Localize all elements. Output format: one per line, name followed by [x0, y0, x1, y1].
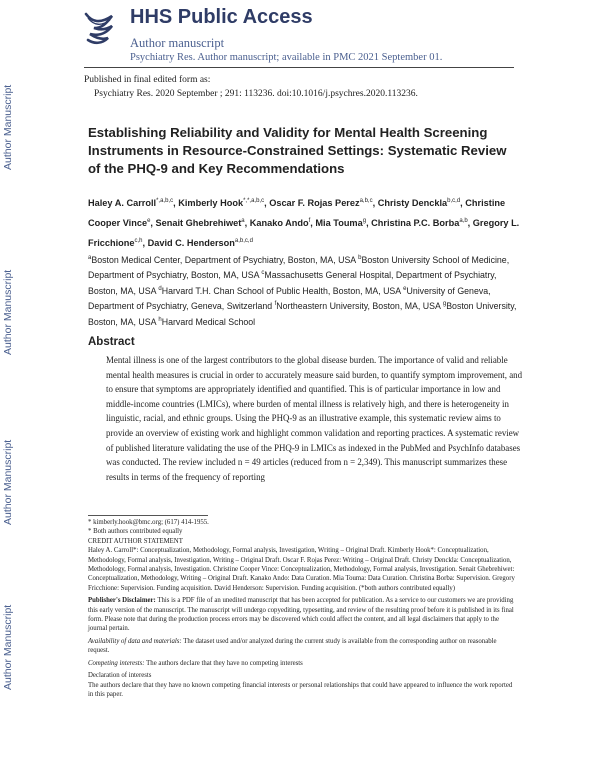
author-affiliation-marker: a,b — [459, 218, 468, 225]
affiliation-marker: h — [158, 316, 162, 323]
author-affiliation-marker: a,b,c — [359, 198, 373, 204]
footnote-rule — [88, 515, 208, 516]
hhs-public-access-title: HHS Public Access — [130, 6, 313, 28]
citation-line: Psychiatry Res. 2020 September ; 291: 113236. doi:10.1016/j.psychres.2020.113236. — [94, 89, 418, 99]
affiliation-text: Boston Medical Center, Department of Psychiatry, Boston, MA, USA — [91, 254, 359, 265]
affiliation-text: Harvard Medical School — [161, 316, 256, 327]
author-name: Kimberly Hook — [178, 198, 244, 209]
author-name: Haley A. Carroll — [88, 198, 157, 209]
author-list: Haley A. Carroll$^{*,a,b,c}$, Kimberly Hook$^{*,*,a,b,c}$, Oscar F. Rojas Perez$^{a,b,c}$, Christy Denckla$^{b,c,d}$, Christine Cooper Vince$^e$, Senait Ghebrehiwet$^a$, Kanako Ando$^f$, Mia Touma$^g$, Christina P.C. Borba$^{a,b}$, Gregory L. Fricchione$^{c,h}$, David C. Henderson$^{a,b,c,d}$ — [88, 198, 520, 249]
sidebar-label-author-manuscript: Author Manuscript — [2, 269, 14, 355]
affiliation-marker: g — [442, 301, 447, 308]
affiliations — [88, 252, 528, 329]
affiliation-text: Boston University School of Medicine, Department of Psychiatry, Boston, MA, USA — [88, 254, 510, 281]
author-affiliation-marker: *,*,a,b,c — [243, 198, 265, 204]
affiliation-text: Boston University, Boston, MA, USA — [88, 301, 517, 327]
article-title: Establishing Reliability and Validity for Mental Health Screening Instruments in Resource-Constrained Settings: Systematic Review of the PHQ-9 and Key Recommendations — [88, 125, 507, 176]
competing-interests — [88, 659, 516, 668]
disclaimer-text: This is a PDF file of an unedited manuscript that has been accepted for publication. As a service to our customers we are providing this early version of the manuscript. The manuscript will undergo copyediting, typesetting, and review of the resulting proof before it is published in its final form. Please note that during the production process errors may be discovered which could affect the content, and all legal disclaimers that apply to the journal pertain. — [88, 597, 514, 633]
competing-text: The authors declare that they have no competing interests — [144, 659, 303, 667]
author-name: Christina P.C. Borba — [371, 218, 460, 229]
affiliation-marker: f — [274, 301, 277, 308]
availability-label: Availability of data and materials: — [88, 637, 182, 645]
declaration-text: The authors declare that they have no known competing financial interests or personal relationships that could have appeared to influence the work reported in this paper. — [88, 681, 513, 698]
contact-email: * kimberly.hook@bmc.org; (617) 414-1955. — [88, 519, 209, 526]
availability-text: The dataset used and/or analyzed during the current study is available from the corresponding author on reasonable request. — [88, 637, 497, 655]
author-name: Mia Touma — [315, 218, 363, 229]
author-affiliation-marker: f — [308, 218, 311, 225]
affiliation-marker: d — [158, 285, 162, 292]
hhs-eagle-logo-icon — [82, 8, 116, 48]
competing-label: Competing interests: — [88, 659, 145, 667]
author-name: Kanako Ando — [249, 218, 309, 229]
affiliation-text: Massachusetts General Hospital, Department of Psychiatry, Boston, MA, USA — [88, 270, 497, 296]
credit-heading: CREDIT AUTHOR STATEMENT — [88, 537, 183, 545]
author-affiliation-marker: b,c,d — [447, 198, 461, 204]
sidebar-label-author-manuscript: Author Manuscript — [2, 439, 14, 525]
author-affiliation-marker: *,a,b,c — [156, 198, 174, 204]
publisher-disclaimer — [88, 596, 516, 634]
published-in-label: Published in final edited form as: — [84, 75, 211, 85]
affiliation-marker: a — [88, 255, 92, 261]
affiliation-text: University of Geneva, Department of Psychiatry, Geneva, Switzerland — [88, 285, 491, 312]
affiliation-text: Northeastern University, Boston, MA, USA — [276, 301, 443, 312]
data-availability — [88, 637, 516, 656]
author-name: Christy Denckla — [377, 198, 448, 209]
author-name: Gregory L. Fricchione — [88, 218, 520, 249]
author-affiliation-marker: g — [362, 218, 367, 225]
author-name: David C. Henderson — [147, 238, 235, 249]
author-affiliation-marker: a — [241, 218, 245, 225]
author-name: Christine Cooper Vince — [88, 198, 506, 229]
author-affiliation-marker: a,b,c,d — [234, 238, 253, 245]
author-affiliation-marker: c,h — [134, 238, 143, 245]
sidebar-label-author-manuscript: Author Manuscript — [2, 84, 14, 170]
affiliation-marker: e — [403, 285, 407, 292]
header-rule — [84, 67, 514, 68]
footnotes — [88, 518, 516, 699]
disclaimer-label: Publisher's Disclaimer: — [88, 597, 156, 605]
abstract-heading: Abstract — [88, 336, 135, 348]
credit-statement: Haley A. Carroll*: Conceptualization, Methodology, Formal analysis, Investigation, Writing – Original Draft. Kimberly Hook*: Conceptualization, Methodology, Formal analysis, Investigation, Writing – Original Draft. Oscar F. Rojas Perez: Writing – Original Draft. Christy Denckla: Conceptualization, Methodology, Formal analysis, Investigation. Christine Cooper Vince: Conceptualization, Methodology, Formal analysis, Investigation. Senait Ghebrehiwet: Conceptualization, Methodology, Writing – Original Draft. Kanako Ando: Data Curation. Mia Touma: Data Curation. Christina Borba: Supervision. Gregory Fricchione: Supervision. Funding acquisition. David Henderson: Supervision. Funding acquisition. (*both authors contributed equally) — [88, 547, 515, 592]
author-manuscript-label: Author manuscript — [130, 36, 225, 50]
affiliation-marker: b — [358, 255, 362, 261]
affiliation-text: Harvard T.H. Chan School of Public Health, Boston, MA, USA — [161, 285, 404, 296]
author-name: Oscar F. Rojas Perez — [269, 198, 360, 209]
author-affiliation-marker: e — [147, 218, 151, 225]
declaration-heading: Declaration of interests — [88, 672, 152, 680]
sidebar-label-author-manuscript: Author Manuscript — [2, 604, 14, 690]
equal-contribution-note: * Both authors contributed equally — [88, 528, 183, 536]
affiliation-marker: c — [261, 270, 265, 277]
journal-availability-line: Psychiatry Res. Author manuscript; available in PMC 2021 September 01. — [130, 52, 443, 63]
abstract-text: Mental illness is one of the largest contributors to the global disease burden. The importance of valid and reliable mental health measures is crucial in order to accurately measure said burden, to quantify symptom improvement, and to ensure that symptoms are appropriately identified and quantified. This is of particular importance in low and middle-income countries (LMICs), where burden of mental illness is relatively high, and there is heterogeneity in linguistic, racial, and ethnic groups. Using the PHQ-9 as an illustrative example, this systematic review aims to provide an overview of existing work and highlight common validation and reporting practices. A systematic review of published literature validating the use of the PHQ-9 in LMICs as indexed in the PubMed and PsychInfo databases was conducted. The review included n = 49 articles (reduced from n = 2,349). This manuscript summarizes these results in terms of the frequency of reporting — [106, 355, 523, 482]
author-name: Senait Ghebrehiwet — [155, 218, 242, 229]
